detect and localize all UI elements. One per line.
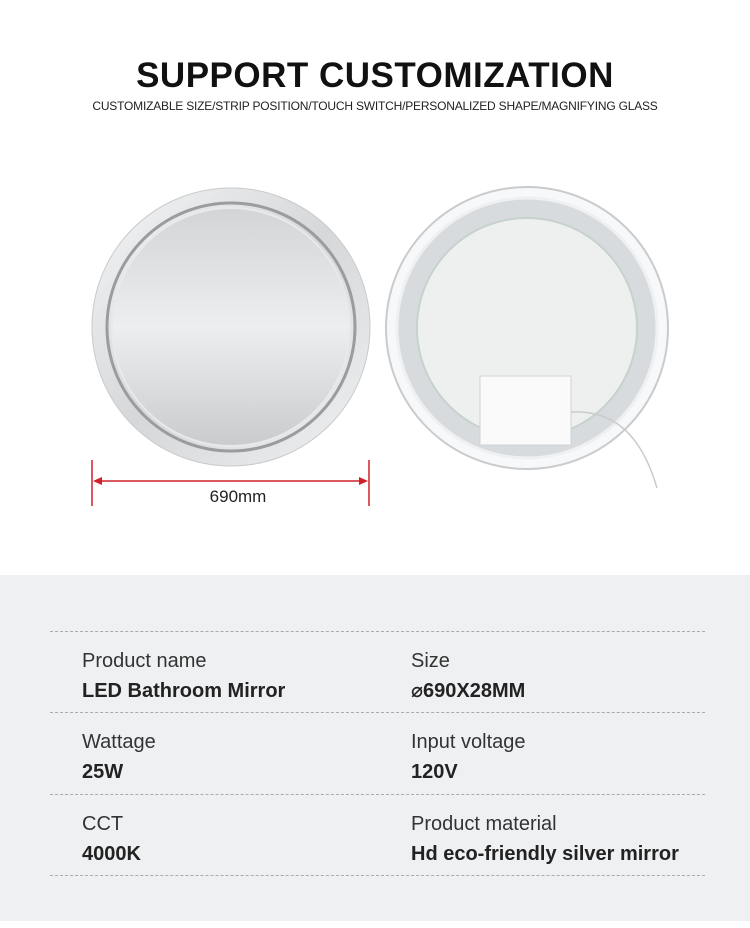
spec-label: Product material bbox=[411, 813, 557, 835]
dimension-label: 690mm bbox=[209, 487, 267, 506]
spec-label: CCT bbox=[82, 813, 124, 835]
front-mirror bbox=[92, 188, 370, 466]
mirror-illustration bbox=[0, 170, 750, 510]
page-title: SUPPORT CUSTOMIZATION bbox=[136, 56, 614, 95]
spec-value: Hd eco-friendly silver mirror bbox=[411, 843, 679, 865]
page-subtitle: CUSTOMIZABLE SIZE/STRIP POSITION/TOUCH SWITCH/PERSONALIZED SHAPE/MAGNIFYING GLASS bbox=[92, 99, 658, 113]
back-mirror bbox=[386, 187, 668, 488]
spec-row bbox=[50, 794, 705, 876]
spec-label: Size bbox=[411, 650, 450, 672]
spec-value: 25W bbox=[82, 761, 124, 783]
spec-label: Wattage bbox=[82, 731, 156, 753]
spec-table bbox=[0, 575, 750, 921]
spec-label: Product name bbox=[82, 650, 207, 672]
spec-value: 4000K bbox=[82, 843, 141, 865]
spec-row bbox=[50, 712, 705, 794]
spec-value: LED Bathroom Mirror bbox=[82, 680, 286, 702]
spec-row bbox=[50, 631, 705, 713]
spec-value: 120V bbox=[411, 761, 458, 783]
spec-value: ⌀690X28MM bbox=[411, 680, 526, 702]
spec-label: Input voltage bbox=[411, 731, 526, 753]
driver-box bbox=[480, 376, 571, 445]
